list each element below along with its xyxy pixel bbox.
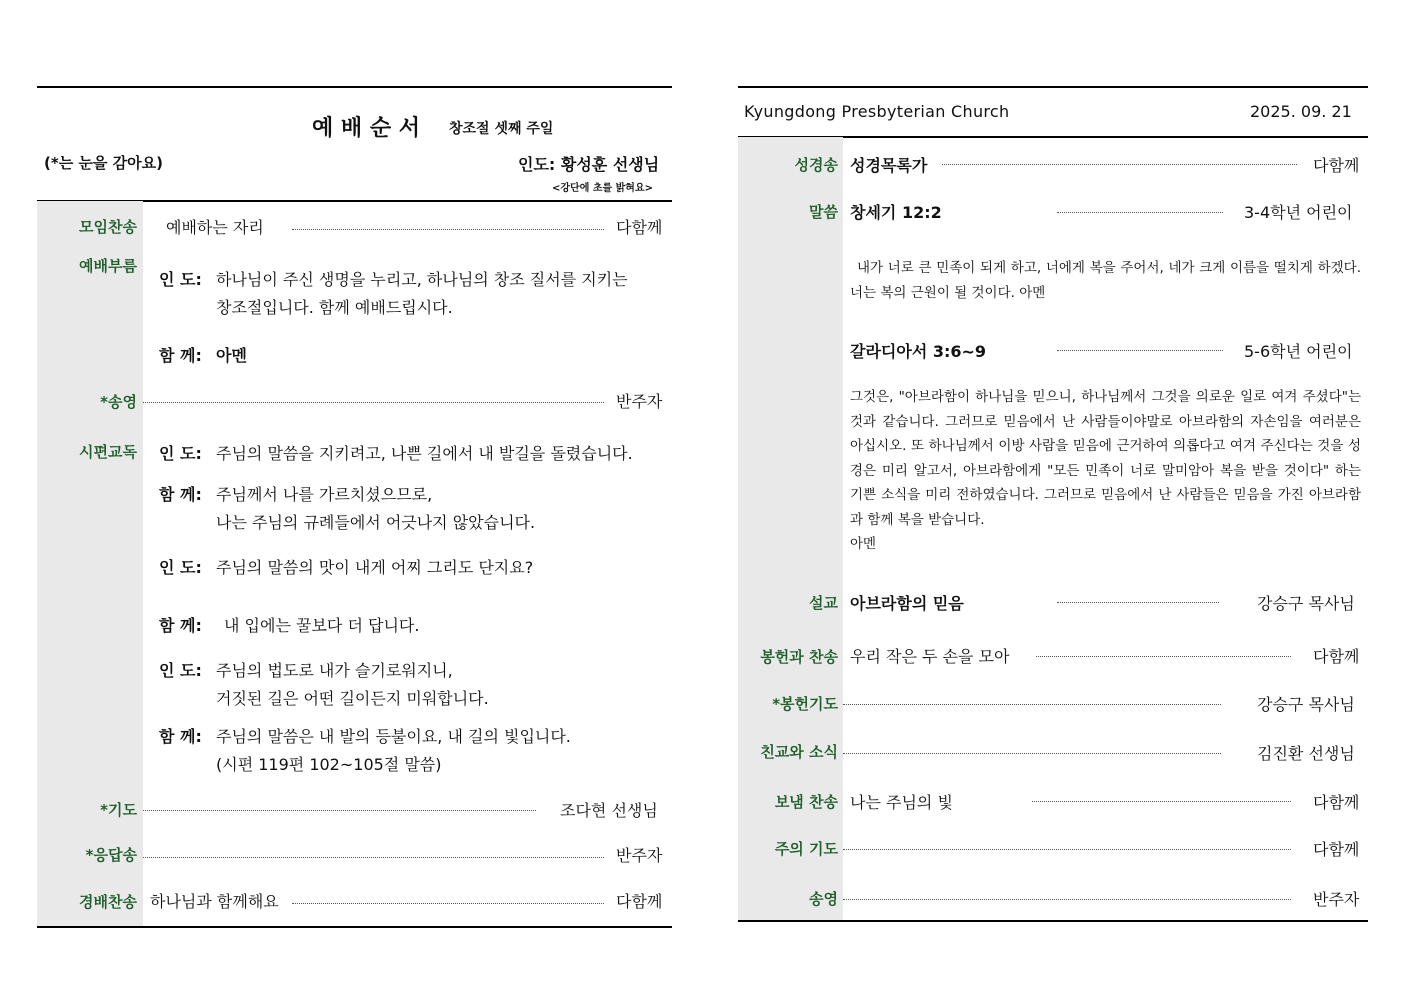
label-doxology: *송영 (100, 393, 137, 411)
right-top-rule (738, 86, 1368, 88)
label-gathering-hymn: 모임찬송 (79, 218, 137, 236)
call-leader-tag: 인 도: (159, 270, 202, 289)
worship-hymn-by: 다함께 (616, 892, 663, 911)
psalm-line: 나는 주님의 규례들에서 어긋나지 않았습니다. (216, 513, 536, 532)
psalm-line: 내 입에는 꿀보다 더 답니다. (224, 616, 420, 635)
call-leader-line: 하나님이 주신 생명을 누리고, 하나님의 창조 질서를 지키는 (216, 270, 628, 289)
candle-note: <강단에 초를 밝혀요> (552, 183, 654, 194)
gathering-hymn-title: 예배하는 자리 (166, 218, 264, 237)
bible-song-title: 성경목록가 (850, 156, 928, 175)
scripture-ref: 갈라디아서 3:6~9 (850, 342, 987, 361)
label-call-to-worship: 예배부름 (79, 257, 137, 275)
scripture-text: 내가 너로 큰 민족이 되게 하고, 너에게 복을 주어서, 네가 크게 이름을 떨치게 하겠다. 너는 복의 근원이 될 것이다. 아멘 (850, 260, 1361, 301)
sending-hymn-by: 다함께 (1313, 793, 1360, 812)
offering-prayer-by: 강승구 목사님 (1257, 695, 1355, 714)
psalm-line: 주님의 말씀은 내 발의 등불이요, 내 길의 빛입니다. (216, 727, 571, 746)
leader-dots (1036, 656, 1291, 657)
psalm-tag: 함 께: (159, 616, 202, 635)
label-fellowship: 친교와 소식 (760, 743, 838, 761)
leader-dots (843, 899, 1291, 900)
offering-hymn-title: 우리 작은 두 손을 모아 (850, 647, 1010, 666)
bible-song-by: 다함께 (1313, 156, 1360, 175)
scripture-text: 그것은, "아브라함이 하나님을 믿으니, 하나님께서 그것을 의로운 일로 여겨 주셨다"는 것과 같습니다. 그러므로 믿음에서 난 사람들이야말로 아브라함의 자손임을 여러분은 아십시오. 또 하나님께서 이방 사람을 믿음에 근거하여 의롭다고 여겨 주신다는 것을 성경은 미리 알고서, 아브라함에게 "모든 민족이 너로 말미암아 복을 받을 것이다" 하는 기쁜 소식을 미리 전하였습니다. 그러므로 믿음에서 난 사람들은 믿음을 가진 아브라함과 함께 복을 받습니다. (850, 389, 1361, 528)
service-date: 2025. 09. 21 (1250, 102, 1352, 121)
label-offering-prayer: *봉헌기도 (772, 695, 838, 713)
leader-dots (843, 849, 1291, 850)
label-prayer: *기도 (100, 801, 137, 819)
psalm-tag: 함 께: (159, 485, 202, 504)
leader-name: 인도: 황성훈 선생님 (518, 155, 660, 174)
label-worship-hymn: 경배찬송 (79, 893, 137, 911)
leader-dots (1057, 212, 1223, 213)
church-name: Kyungdong Presbyterian Church (744, 102, 1010, 121)
psalm-tag: 인 도: (159, 661, 202, 680)
right-bottom-rule (738, 920, 1368, 922)
label-word: 말씀 (809, 203, 838, 221)
call-all-text: 아멘 (216, 346, 247, 365)
order-subtitle: 창조절 셋째 주일 (449, 121, 554, 137)
postlude-by: 반주자 (1313, 890, 1360, 909)
leader-dots (143, 857, 604, 858)
offering-by: 다함께 (1313, 647, 1360, 666)
psalm-tag: 인 도: (159, 444, 202, 463)
leader-dots (1057, 602, 1219, 603)
doxology-by: 반주자 (616, 392, 663, 411)
scripture-amen: 아멘 (850, 536, 877, 552)
leader-dots (843, 753, 1221, 754)
psalm-line: (시편 119편 102~105절 말씀) (216, 755, 442, 774)
label-postlude: 송영 (809, 890, 838, 908)
psalm-line: 주님의 법도로 내가 슬기로워지니, (216, 661, 453, 680)
leader-dots (292, 903, 604, 904)
response-by: 반주자 (616, 846, 663, 865)
call-all-tag: 함 께: (159, 346, 202, 365)
leader-dots (942, 164, 1297, 165)
scripture-reader: 3-4학년 어린이 (1244, 203, 1353, 222)
leader-dots (1032, 801, 1291, 802)
leader-dots (843, 704, 1221, 705)
worship-hymn-title: 하나님과 함께해요 (150, 892, 279, 911)
sermon-title: 아브라함의 믿음 (850, 594, 964, 613)
leader-dots (1057, 350, 1223, 351)
leader-dots (292, 229, 604, 230)
psalm-line: 주님의 말씀을 지키려고, 나쁜 길에서 내 발길을 돌렸습니다. (216, 444, 633, 463)
label-offering: 봉헌과 찬송 (760, 648, 838, 666)
psalm-line: 주님께서 나를 가르치셨으므로, (216, 485, 433, 504)
label-response: *응답송 (85, 846, 137, 864)
sending-hymn-title: 나는 주님의 빛 (850, 793, 953, 812)
order-title: 예 배 순 서 (312, 116, 420, 141)
scripture-reader: 5-6학년 어린이 (1244, 342, 1353, 361)
label-sending-hymn: 보냄 찬송 (774, 793, 838, 811)
leader-dots (143, 402, 604, 403)
call-leader-line: 창조절입니다. 함께 예배드립시다. (216, 298, 453, 317)
label-bible-song: 성경송 (794, 156, 838, 174)
eyes-closed-note: (*는 눈을 감아요) (44, 154, 163, 172)
label-lords-prayer: 주의 기도 (774, 840, 838, 858)
prayer-by: 조다현 선생님 (560, 801, 658, 820)
lords-prayer-by: 다함께 (1313, 840, 1360, 859)
label-psalm: 시편교독 (79, 443, 137, 461)
psalm-line: 거짓된 길은 어떤 길이든지 미워합니다. (216, 689, 489, 708)
psalm-tag: 함 께: (159, 727, 202, 746)
gathering-hymn-by: 다함께 (616, 218, 663, 237)
label-sermon: 설교 (809, 594, 838, 612)
sermon-by: 강승구 목사님 (1257, 594, 1355, 613)
left-bottom-rule (37, 926, 672, 928)
scripture-ref: 창세기 12:2 (850, 203, 942, 222)
fellowship-by: 김진환 선생님 (1257, 744, 1355, 763)
psalm-tag: 인 도: (159, 558, 202, 577)
psalm-line: 주님의 말씀의 맛이 내게 어찌 그리도 단지요? (216, 558, 534, 577)
leader-dots (143, 810, 536, 811)
left-top-rule (37, 86, 672, 88)
